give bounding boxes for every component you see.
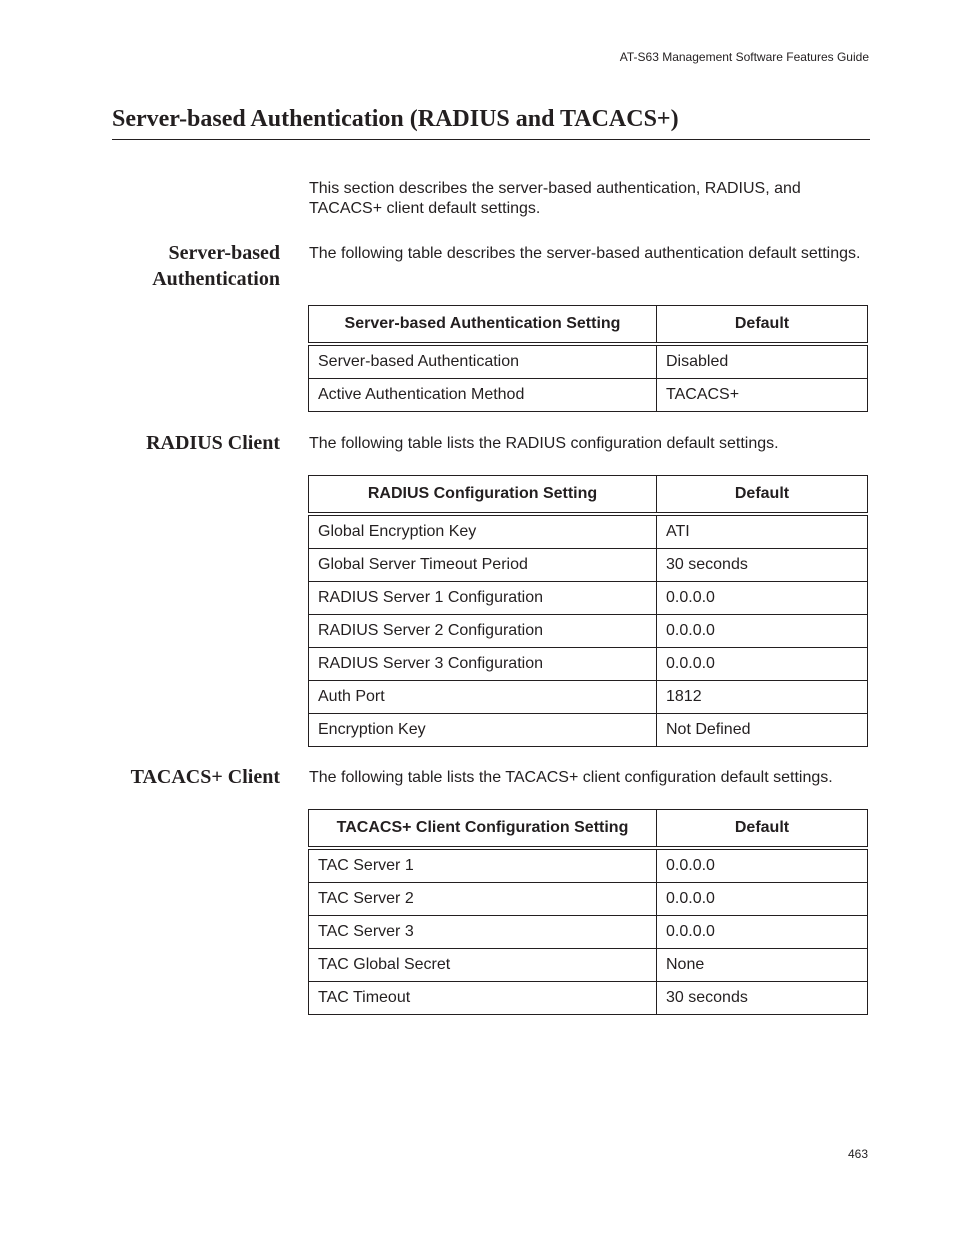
table-cell-setting: RADIUS Server 3 Configuration [309,648,657,681]
table-row [309,949,868,982]
table-cell-default: 30 seconds [657,982,868,1015]
table-cell-default: 0.0.0.0 [657,648,868,681]
running-header: AT-S63 Management Software Features Guide [619,50,869,64]
table-cell-default: 30 seconds [657,549,868,582]
table-cell-setting: Active Authentication Method [309,379,657,412]
section-text-tacacs: The following table lists the TACACS+ client configuration default settings. [309,769,833,786]
table-header-setting: RADIUS Configuration Setting [309,476,657,515]
table-cell-setting: RADIUS Server 2 Configuration [309,615,657,648]
table-cell-default: 0.0.0.0 [657,916,868,949]
table-row [309,916,868,949]
table-row [309,582,868,615]
table-cell-default: None [657,949,868,982]
table-cell-setting: TAC Global Secret [309,949,657,982]
table-row [309,883,868,916]
title-rule [112,139,870,140]
table-cell-setting: Server-based Authentication [309,344,657,379]
table-cell-default: Disabled [657,344,868,379]
table-cell-setting: TAC Server 1 [309,848,657,883]
server-auth-table [308,305,868,412]
table-header-row [309,476,868,515]
tacacs-table [308,809,868,1015]
page-number: 463 [847,1147,868,1161]
table-cell-setting: Auth Port [309,681,657,714]
table-cell-default: 0.0.0.0 [657,615,868,648]
radius-table [308,475,868,747]
table-header-row [309,810,868,849]
table-row [309,681,868,714]
table-header-setting: Server-based Authentication Setting [309,306,657,345]
table-cell-setting: TAC Server 3 [309,916,657,949]
table-header-default: Default [657,476,868,515]
table-row [309,379,868,412]
section-heading-radius: RADIUS Client [146,432,280,454]
table-cell-setting: TAC Timeout [309,982,657,1015]
table-cell-default: Not Defined [657,714,868,747]
table-row [309,615,868,648]
table-cell-setting: Encryption Key [309,714,657,747]
table-row [309,714,868,747]
table-cell-setting: TAC Server 2 [309,883,657,916]
table-cell-default: TACACS+ [657,379,868,412]
section-heading-server-based: Server-based Authentication [152,242,280,290]
table-row [309,549,868,582]
table-cell-default: 0.0.0.0 [657,883,868,916]
page-title: Server-based Authentication (RADIUS and TACACS+) [112,106,679,132]
table-cell-default: 0.0.0.0 [657,582,868,615]
table-row [309,982,868,1015]
table-cell-default: 1812 [657,681,868,714]
table-row [309,344,868,379]
table-cell-setting: Global Encryption Key [309,514,657,549]
table-header-default: Default [657,810,868,849]
table-header-setting: TACACS+ Client Configuration Setting [309,810,657,849]
table-row [309,648,868,681]
section-text-server-based: The following table describes the server-based authentication default settings. [309,245,861,262]
table-cell-default: 0.0.0.0 [657,848,868,883]
table-row [309,514,868,549]
table-cell-default: ATI [657,514,868,549]
section-heading-tacacs: TACACS+ Client [130,766,280,788]
table-cell-setting: RADIUS Server 1 Configuration [309,582,657,615]
table-header-row [309,306,868,345]
section-text-radius: The following table lists the RADIUS configuration default settings. [309,435,779,452]
table-cell-setting: Global Server Timeout Period [309,549,657,582]
table-row [309,848,868,883]
table-header-default: Default [657,306,868,345]
intro-paragraph: This section describes the server-based authentication, RADIUS, and TACACS+ client default settings. [309,180,801,217]
